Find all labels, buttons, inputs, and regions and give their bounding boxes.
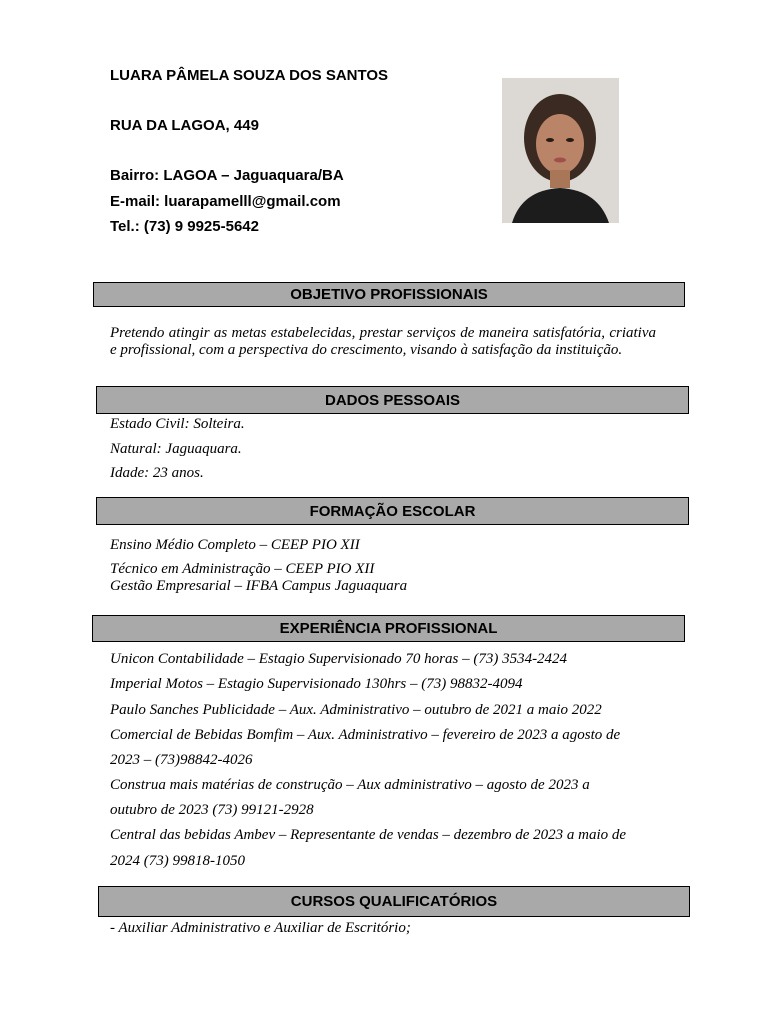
experience-line: Comercial de Bebidas Bomfim – Aux. Administrativo – fevereiro de 2023 a agosto de: [110, 727, 621, 743]
experience-line: Paulo Sanches Publicidade – Aux. Administrativo – outubro de 2021 a maio 2022: [110, 702, 602, 718]
address: RUA DA LAGOA, 449: [110, 117, 259, 134]
personal-marital-status: Estado Civil: Solteira.: [110, 416, 245, 432]
district: Bairro: LAGOA – Jaguaquara/BA: [110, 167, 344, 184]
course-item: - Auxiliar Administrativo e Auxiliar de Escritório;: [110, 920, 411, 936]
experience-line: Unicon Contabilidade – Estagio Supervisionado 70 horas – (73) 3534-2424: [110, 651, 568, 667]
education-item: Gestão Empresarial – IFBA Campus Jaguaquara: [110, 578, 408, 594]
experience-line: Central das bebidas Ambev – Representante de vendas – dezembro de 2023 a maio de: [110, 827, 627, 843]
personal-age: Idade: 23 anos.: [110, 465, 204, 481]
profile-photo: [502, 78, 619, 223]
phone: Tel.: (73) 9 9925-5642: [110, 218, 259, 235]
education-item: Técnico em Administração – CEEP PIO XII: [110, 561, 375, 577]
education-item: Ensino Médio Completo – CEEP PIO XII: [110, 537, 360, 553]
personal-birthplace: Natural: Jaguaquara.: [110, 441, 242, 457]
objective-text: Pretendo atingir as metas estabelecidas, prestar serviços de maneira satisfatória, criativa e profissional, com a perspectiva do crescimento, visando à satisfação da instituição.: [110, 325, 656, 358]
experience-line: 2024 (73) 99818-1050: [110, 853, 245, 869]
email: E-mail: luarapamelll@gmail.com: [110, 193, 341, 210]
section-title-courses: CURSOS QUALIFICATÓRIOS: [98, 886, 690, 917]
experience-line: 2023 – (73)98842-4026: [110, 752, 253, 768]
section-title-experience: EXPERIÊNCIA PROFISSIONAL: [92, 615, 685, 642]
experience-line: outubro de 2023 (73) 99121-2928: [110, 802, 314, 818]
experience-line: Construa mais matérias de construção – Aux administrativo – agosto de 2023 a: [110, 777, 590, 793]
section-title-objective: OBJETIVO PROFISSIONAIS: [93, 282, 685, 307]
section-title-education: FORMAÇÃO ESCOLAR: [96, 497, 689, 525]
experience-line: Imperial Motos – Estagio Supervisionado 130hrs – (73) 98832-4094: [110, 676, 523, 692]
section-title-personal: DADOS PESSOAIS: [96, 386, 689, 414]
applicant-name: LUARA PÂMELA SOUZA DOS SANTOS: [110, 67, 389, 84]
